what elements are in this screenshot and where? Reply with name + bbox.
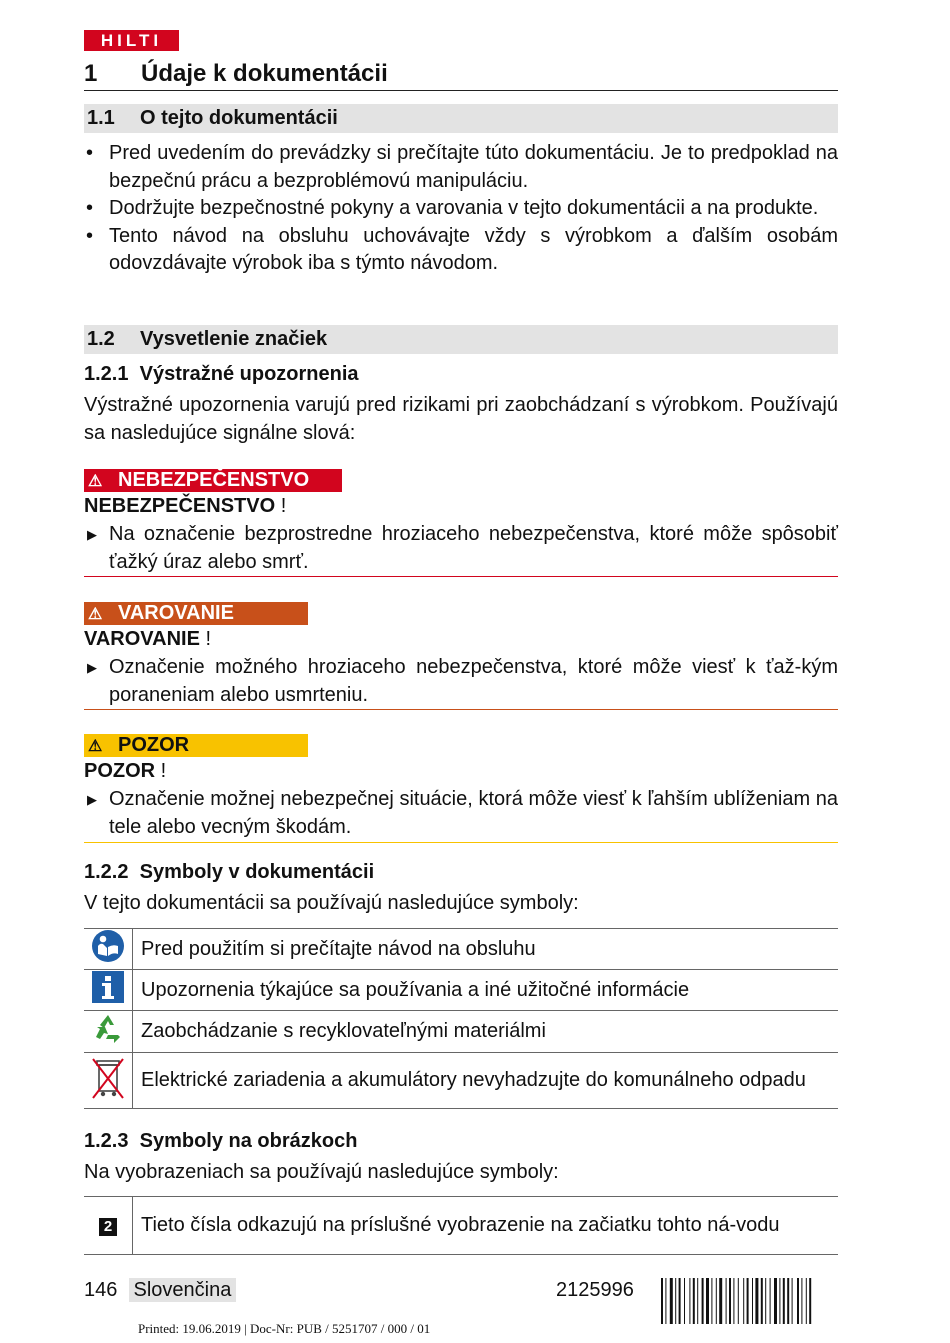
signal-word bbox=[84, 759, 166, 783]
warning-text: Na označenie bezprostredne hroziaceho nebezpečenstva, ktoré môže spôsobiť ťažký úraz alebo smrť. bbox=[109, 523, 838, 573]
section-number: 1.2 bbox=[87, 328, 115, 350]
badge-label: POZOR bbox=[118, 734, 190, 756]
signal-word-text: VAROVANIE bbox=[84, 628, 200, 650]
chapter-number: 1 bbox=[84, 60, 98, 87]
warnings-intro: Výstražné upozornenia varujú pred rizikami pri zaobchádzaní s výrobkom. Používajú sa nasledujúce signálne slová: bbox=[84, 394, 838, 444]
language-label: Slovenčina bbox=[129, 1278, 237, 1302]
warning-description bbox=[84, 654, 838, 709]
subsection-number: 1.2.2 bbox=[84, 861, 129, 883]
bullet-list bbox=[84, 140, 838, 278]
subsection-number: 1.2.1 bbox=[84, 363, 129, 385]
symbols-table bbox=[84, 928, 838, 1109]
caution-badge bbox=[84, 734, 308, 757]
section-number: 1.1 bbox=[87, 107, 115, 129]
signal-word-mark: ! bbox=[155, 760, 167, 782]
bullet-item bbox=[84, 223, 838, 278]
signal-word-text: POZOR bbox=[84, 760, 156, 782]
page-footer bbox=[84, 1279, 236, 1302]
bullet-item bbox=[84, 195, 838, 223]
hilti-logo bbox=[84, 30, 179, 51]
caution-divider bbox=[84, 842, 838, 843]
warning-triangle-icon: ⚠ bbox=[88, 473, 103, 490]
recycle-icon bbox=[84, 1011, 133, 1053]
crossed-bin-icon bbox=[84, 1053, 133, 1109]
warning-text: Označenie možného hroziaceho nebezpečenstva, ktoré môže viesť k ťaž-kým poraneniam alebo usmrteniu. bbox=[109, 656, 838, 706]
subsection-number: 1.2.3 bbox=[84, 1130, 129, 1152]
badge-label: VAROVANIE bbox=[118, 602, 234, 624]
figure-number-icon bbox=[84, 1197, 133, 1255]
signal-word-mark: ! bbox=[275, 495, 287, 517]
table-row bbox=[84, 1011, 838, 1053]
table-row bbox=[84, 1053, 838, 1109]
warning-description bbox=[84, 786, 838, 841]
warning-text: Označenie možnej nebezpečnej situácie, ktorá môže viesť k ľahším ublíženiam na tele alebo vecným škodám. bbox=[109, 788, 838, 838]
table-row bbox=[84, 970, 838, 1011]
figure-number-label: 2 bbox=[99, 1218, 117, 1236]
warning-description bbox=[84, 521, 838, 576]
barcode bbox=[661, 1278, 869, 1329]
article-number: 2125996 bbox=[556, 1279, 634, 1301]
bullet-item bbox=[84, 140, 838, 195]
subsection-heading-1-2-1 bbox=[84, 363, 359, 386]
danger-divider bbox=[84, 576, 838, 577]
bullet-dot: • bbox=[86, 142, 94, 164]
logo-text: HILTI bbox=[100, 31, 163, 50]
badge-label: NEBEZPEČENSTVO bbox=[118, 469, 310, 491]
symbol-description: Zaobchádzanie s recyklovateľnými materiálmi bbox=[133, 1011, 839, 1053]
bullet-dot: • bbox=[86, 224, 94, 247]
signal-word-mark: ! bbox=[199, 628, 212, 650]
bullet-dot: • bbox=[86, 197, 94, 219]
warning-divider bbox=[84, 709, 838, 710]
symbols-intro: V tejto dokumentácii sa používajú nasledujúce symboly: bbox=[84, 892, 579, 914]
read-manual-icon bbox=[84, 929, 133, 970]
symbol-description: Upozornenia týkajúce sa používania a iné užitočné informácie bbox=[133, 970, 839, 1011]
subsection-title: Výstražné upozornenia bbox=[139, 363, 359, 385]
symbol-description: Tieto čísla odkazujú na príslušné vyobrazenie na začiatku tohto ná-vodu bbox=[133, 1197, 839, 1255]
subsection-heading-1-2-2 bbox=[84, 861, 374, 884]
triangle-bullet-icon: ▶ bbox=[87, 527, 97, 542]
table-row bbox=[84, 1197, 838, 1255]
signal-word bbox=[84, 627, 211, 651]
chapter-heading bbox=[84, 58, 838, 91]
bullet-text: Pred uvedením do prevádzky si prečítajte túto dokumentáciu. Je to predpoklad na bezpečnú prácu a bezproblémovú manipuláciu. bbox=[109, 142, 838, 192]
triangle-bullet-icon: ▶ bbox=[87, 792, 97, 807]
subsection-title: Symboly v dokumentácii bbox=[139, 861, 375, 883]
bullet-text: Tento návod na obsluhu uchovávajte vždy s výrobkom a ďalším osobám odovzdávajte výrobok iba s týmto návodom. bbox=[109, 224, 838, 274]
subsection-title: Symboly na obrázkoch bbox=[139, 1130, 358, 1152]
warning-triangle-icon: ⚠ bbox=[88, 738, 103, 755]
warning-triangle-icon: ⚠ bbox=[88, 606, 103, 623]
symbol-description: Elektrické zariadenia a akumulátory nevyhadzujte do komunálneho odpadu bbox=[133, 1053, 839, 1109]
figure-symbols-intro: Na vyobrazeniach sa používajú nasledujúce symboly: bbox=[84, 1161, 559, 1183]
danger-badge bbox=[84, 469, 342, 492]
chapter-title: Údaje k dokumentácii bbox=[141, 60, 388, 87]
triangle-bullet-icon: ▶ bbox=[87, 660, 97, 675]
section-heading-1-1 bbox=[84, 104, 838, 133]
printed-info: Printed: 19.06.2019 | Doc-Nr: PUB / 5251707 / 000 / 01 bbox=[138, 1321, 431, 1336]
section-title: Vysvetlenie značiek bbox=[140, 328, 328, 350]
signal-word bbox=[84, 494, 286, 518]
section-heading-1-2 bbox=[84, 325, 838, 354]
section-title: O tejto dokumentácii bbox=[140, 107, 338, 129]
bullet-text: Dodržujte bezpečnostné pokyny a varovania v tejto dokumentácii a na produkte. bbox=[109, 197, 819, 219]
figure-symbols-table bbox=[84, 1196, 838, 1255]
info-icon bbox=[84, 970, 133, 1011]
signal-word-text: NEBEZPEČENSTVO bbox=[84, 495, 276, 517]
table-row bbox=[84, 929, 838, 970]
page-number: 146 bbox=[84, 1279, 118, 1301]
subsection-heading-1-2-3 bbox=[84, 1130, 357, 1153]
warning-badge bbox=[84, 602, 308, 625]
symbol-description: Pred použitím si prečítajte návod na obsluhu bbox=[133, 929, 839, 970]
